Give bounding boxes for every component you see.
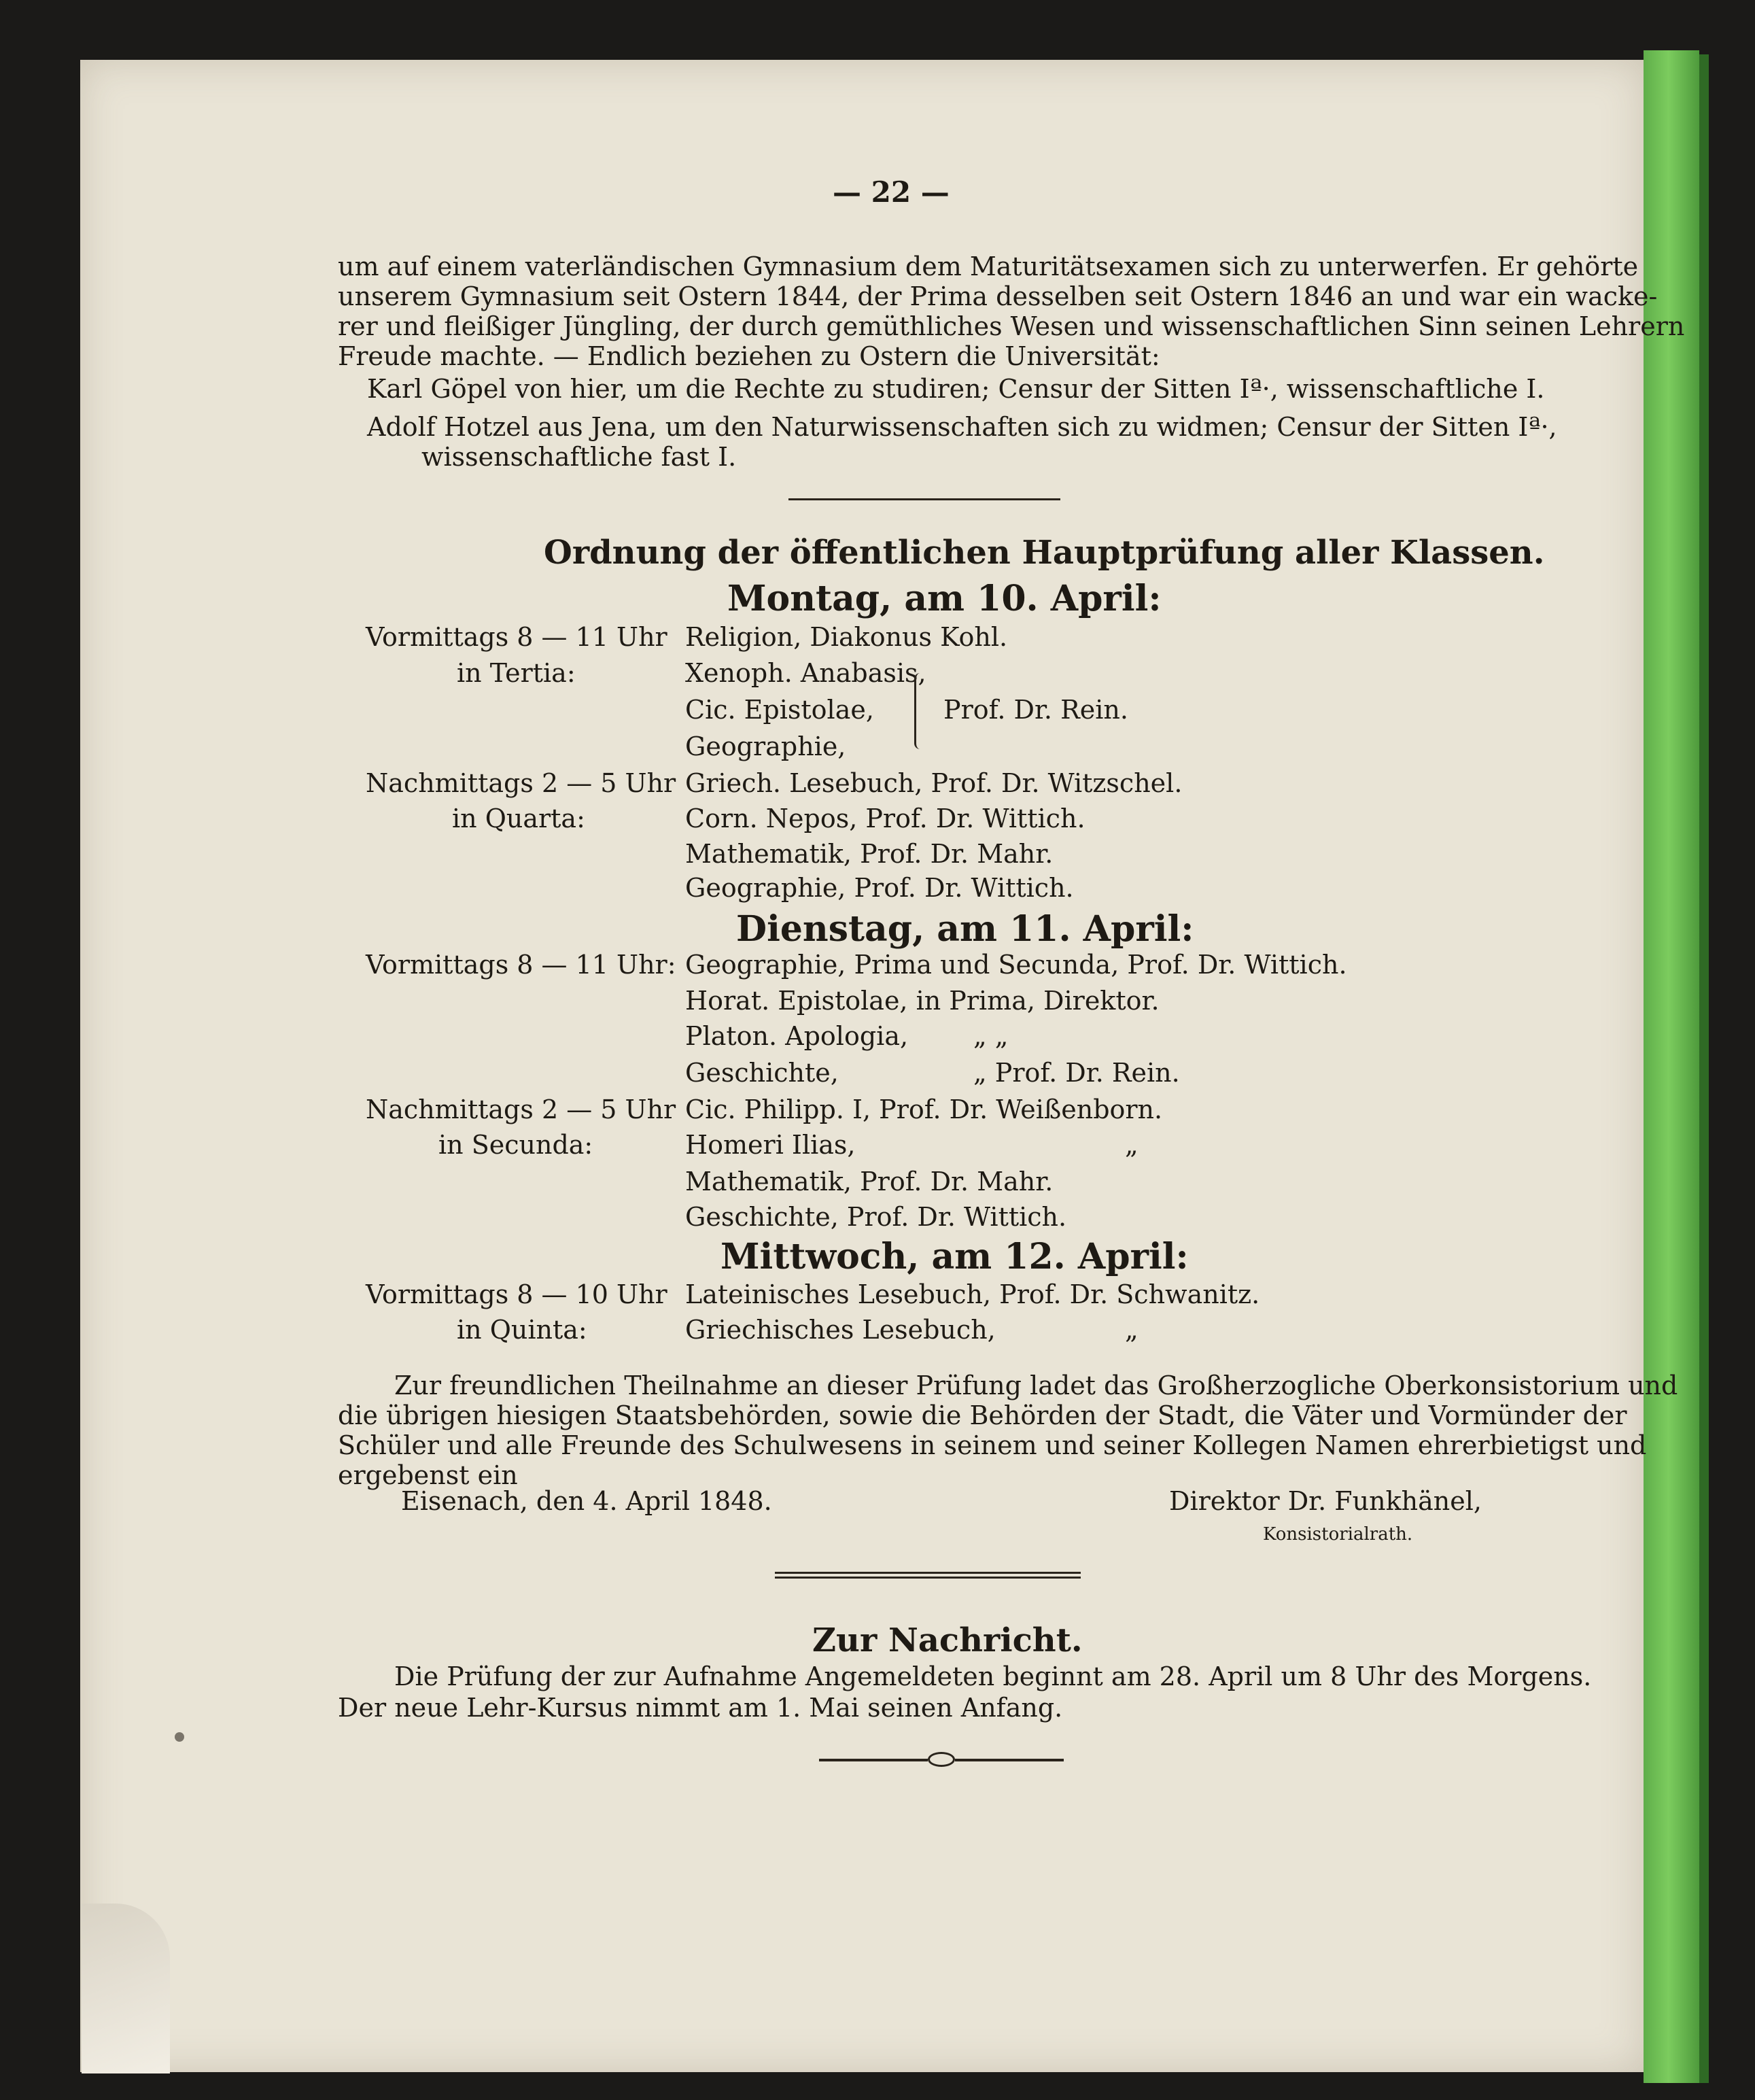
day-heading: Montag, am 10. April: xyxy=(727,578,1162,619)
brace-bracket xyxy=(914,673,926,749)
notice-line: Der neue Lehr-Kursus nimmt am 1. Mai seinen Anfang. xyxy=(338,1693,1063,1723)
ditto-mark: „ xyxy=(1125,1130,1139,1160)
student-entry: wissenschaftliche fast I. xyxy=(421,442,737,472)
end-ornament xyxy=(819,1752,1064,1767)
invitation-line: die übrigen hiesigen Staatsbehörden, sowie die Behörden der Stadt, die Väter und Vormünder der xyxy=(338,1400,1627,1430)
exam-subject: Cic. Philipp. I, Prof. Dr. Weißenborn. xyxy=(685,1095,1163,1124)
exam-subject: Geographie, xyxy=(685,731,846,761)
worn-corner xyxy=(82,1904,170,2073)
book-edge xyxy=(1644,50,1699,2083)
invitation-line: ergebenst ein xyxy=(338,1460,518,1490)
ditto-mark: „ „ xyxy=(973,1021,1009,1051)
class-label: in Tertia: xyxy=(457,658,576,688)
exam-subject: Geschichte, xyxy=(685,1058,839,1088)
intro-line: rer und fleißiger Jüngling, der durch gemüthliches Wesen und wissenschaftlichen Sinn seinen Lehrern xyxy=(338,311,1685,341)
exam-subject: Geographie, Prof. Dr. Wittich. xyxy=(685,873,1074,903)
exam-subject: Griechisches Lesebuch, xyxy=(685,1315,996,1345)
invitation-line: Zur freundlichen Theilnahme an dieser Prüfung ladet das Großherzogliche Oberkonsistorium und xyxy=(394,1371,1678,1400)
examiner: Prof. Dr. Rein. xyxy=(943,695,1128,725)
exam-subject: Lateinisches Lesebuch, Prof. Dr. Schwanitz. xyxy=(685,1279,1260,1309)
place-date: Eisenach, den 4. April 1848. xyxy=(401,1486,772,1516)
signature-title: Konsistorialrath. xyxy=(1263,1524,1413,1545)
day-heading: Mittwoch, am 12. April: xyxy=(720,1236,1189,1277)
page-number: — 22 — xyxy=(833,175,950,209)
exam-subject: Griech. Lesebuch, Prof. Dr. Witzschel. xyxy=(685,768,1183,798)
exam-subject: Corn. Nepos, Prof. Dr. Wittich. xyxy=(685,804,1085,833)
student-entry: Karl Göpel von hier, um die Rechte zu studiren; Censur der Sitten Iª·, wissenschaftliche I. xyxy=(367,374,1545,404)
page-mark xyxy=(175,1732,184,1742)
notice-title: Zur Nachricht. xyxy=(812,1621,1083,1659)
intro-line: unserem Gymnasium seit Ostern 1844, der Prima desselben seit Ostern 1846 an und war ein wacke- xyxy=(338,281,1658,311)
exam-subject: Mathematik, Prof. Dr. Mahr. xyxy=(685,1167,1054,1197)
exam-subject: Platon. Apologia, xyxy=(685,1021,909,1051)
day-heading: Dienstag, am 11. April: xyxy=(736,908,1194,950)
class-label: in Quarta: xyxy=(452,804,585,833)
time-slot: Nachmittags 2 — 5 Uhr xyxy=(366,768,676,798)
exam-subject: Cic. Epistolae, xyxy=(685,695,874,725)
time-slot: Nachmittags 2 — 5 Uhr xyxy=(366,1095,676,1124)
intro-line: um auf einem vaterländischen Gymnasium dem Maturitätsexamen sich zu unterwerfen. Er gehörte xyxy=(338,252,1639,281)
schedule-title: Ordnung der öffentlichen Hauptprüfung aller Klassen. xyxy=(544,534,1545,572)
exam-subject: Homeri Ilias, xyxy=(685,1130,856,1160)
signature: Direktor Dr. Funkhänel, xyxy=(1169,1486,1482,1516)
notice-line: Die Prüfung der zur Aufnahme Angemeldeten beginnt am 28. April um 8 Uhr des Morgens. xyxy=(394,1662,1592,1691)
double-divider xyxy=(775,1572,1081,1574)
ditto-mark: „ xyxy=(1125,1315,1139,1345)
exam-subject: Horat. Epistolae, in Prima, Direktor. xyxy=(685,986,1160,1016)
book-edge-shadow xyxy=(1699,54,1709,2083)
intro-line: Freude machte. — Endlich beziehen zu Ostern die Universität: xyxy=(338,341,1160,371)
examiner: „ Prof. Dr. Rein. xyxy=(973,1058,1180,1088)
time-slot: Vormittags 8 — 10 Uhr xyxy=(366,1279,667,1309)
class-label: in Quinta: xyxy=(457,1315,587,1345)
exam-subject: Geschichte, Prof. Dr. Wittich. xyxy=(685,1202,1067,1232)
student-entry: Adolf Hotzel aus Jena, um den Naturwissenschaften sich zu widmen; Censur der Sitten Iª·, xyxy=(367,412,1557,442)
invitation-line: Schüler und alle Freunde des Schulwesens in seinem und seiner Kollegen Namen ehrerbietigst und xyxy=(338,1430,1647,1460)
class-label: in Secunda: xyxy=(438,1130,593,1160)
exam-subject: Geographie, Prima und Secunda, Prof. Dr. Wittich. xyxy=(685,950,1347,980)
time-slot: Vormittags 8 — 11 Uhr xyxy=(366,622,667,652)
time-slot: Vormittags 8 — 11 Uhr: xyxy=(366,950,676,980)
exam-subject: Xenoph. Anabasis, xyxy=(685,658,926,688)
divider xyxy=(788,498,1060,500)
exam-subject: Mathematik, Prof. Dr. Mahr. xyxy=(685,839,1054,869)
exam-subject: Religion, Diakonus Kohl. xyxy=(685,622,1008,652)
